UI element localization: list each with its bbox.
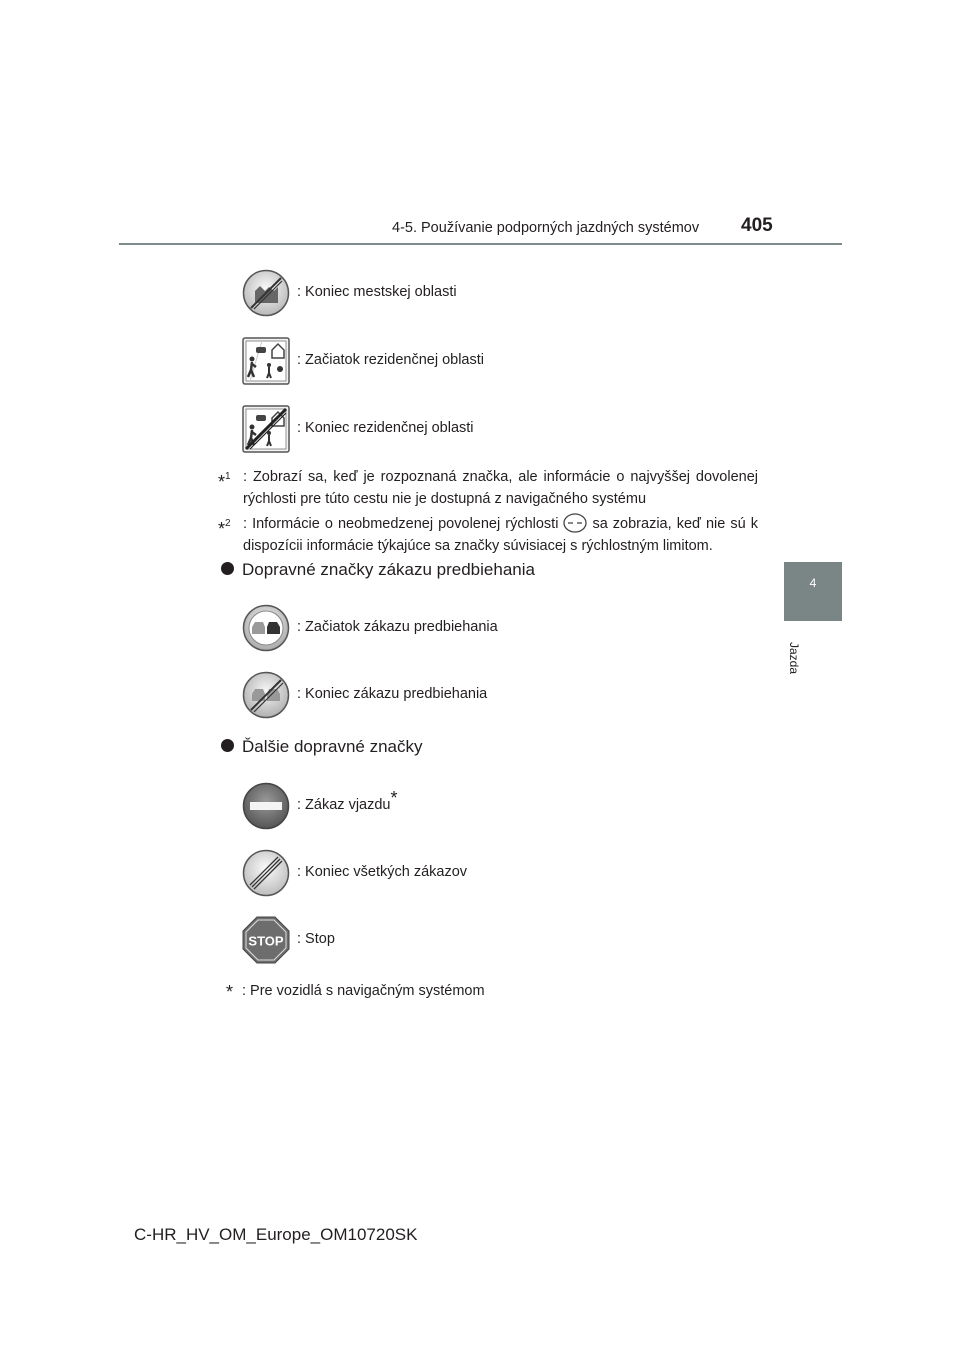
footnote-1 — [218, 466, 758, 510]
residential-area-end-sign-icon — [242, 405, 290, 453]
chapter-label-box — [781, 635, 807, 680]
document-code: C-HR_HV_OM_Europe_OM10720SK — [134, 1225, 418, 1244]
sign-label: : Koniec zákazu predbiehania — [297, 686, 488, 702]
section-title: 4-5. Používanie podporných jazdných systémov — [392, 220, 700, 236]
sign-label: : Stop — [297, 931, 335, 947]
chapter-label: Jazda — [787, 641, 801, 674]
footnote-2 — [218, 513, 758, 557]
stop-sign-text: STOP — [248, 933, 284, 949]
footnote-star: * — [390, 788, 398, 808]
sign-row-no-entry — [242, 782, 742, 830]
page-number: 405 — [741, 215, 773, 236]
sign-row-end-all — [242, 849, 742, 897]
sign-row-stop — [242, 916, 742, 964]
sign-label: : Zákaz vjazdu* — [297, 788, 398, 813]
bullet-icon — [221, 562, 234, 575]
sign-row-residential-end — [242, 405, 742, 453]
sign-row-no-overtaking-start — [242, 604, 742, 652]
footnote-marker: *$^2$ — [218, 518, 231, 539]
sign-label: : Začiatok rezidenčnej oblasti — [297, 352, 484, 368]
bullet-icon — [221, 739, 234, 752]
sign-row-end-urban — [242, 269, 742, 317]
header-divider — [119, 243, 842, 245]
chapter-tab — [784, 562, 842, 621]
footnote-marker: * — [226, 982, 234, 1002]
chapter-number: 4 — [809, 576, 817, 590]
footnote-text: : Pre vozidlá s navigačným systémom — [242, 983, 485, 999]
section-heading-overtaking: Dopravné značky zákazu predbiehania — [221, 560, 535, 580]
residential-area-start-sign-icon — [242, 337, 290, 385]
sign-label: : Koniec mestskej oblasti — [297, 284, 457, 300]
sign-label: : Koniec všetkých zákazov — [297, 864, 468, 880]
sign-label: : Začiatok zákazu predbiehania — [297, 619, 498, 635]
no-entry-sign-icon — [242, 782, 290, 830]
footnote-3 — [226, 980, 766, 1002]
end-all-restrictions-sign-icon — [242, 849, 290, 897]
sign-row-no-overtaking-end — [242, 671, 742, 719]
stop-sign-icon — [242, 916, 290, 964]
no-overtaking-start-sign-icon — [242, 604, 290, 652]
sign-row-residential-start — [242, 337, 742, 385]
footnote-text: : Informácie o neobmedzenej povolenej rýchlosti sa zobrazia, keď nie sú k dispozícii informácie týkajúce sa značky súvisiacej s rýchlostným limitom. — [243, 513, 758, 557]
section-heading-other: Ďalšie dopravné značky — [221, 737, 422, 757]
footnote-marker: *$^1$ — [218, 471, 231, 492]
sign-label: : Koniec rezidenčnej oblasti — [297, 420, 474, 436]
unlimited-speed-sign-icon — [562, 513, 588, 533]
end-urban-area-sign-icon — [242, 269, 290, 317]
no-overtaking-end-sign-icon — [242, 671, 290, 719]
footnote-text: : Zobrazí sa, keď je rozpoznaná značka, ale informácie o najvyššej dovolenej rýchlosti pre túto cestu nie je dostupná z navigačného systému — [243, 469, 758, 507]
